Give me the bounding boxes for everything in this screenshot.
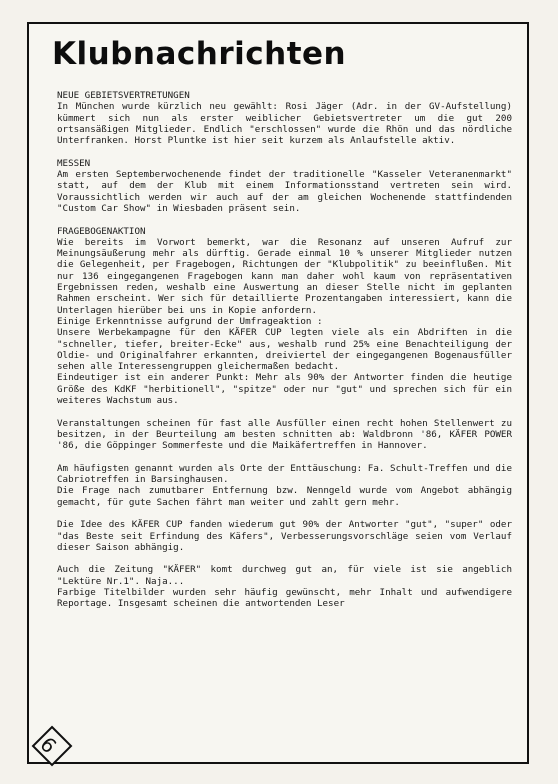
paragraph: Auch die Zeitung "KÄFER" komt durchweg gut an, für viele ist sie angeblich "Lektüre Nr.1". Naja... — [57, 564, 512, 587]
paragraph: Farbige Titelbilder wurden sehr häufig gewünscht, mehr Inhalt und aufwendigere Reportage. Insgesamt scheinen die antwortenden Leser — [57, 587, 512, 610]
section-heading: MESSEN — [57, 157, 91, 169]
section-kaefer-cup — [57, 519, 512, 553]
paragraph: Eindeutiger ist ein anderer Punkt: Mehr als 90% der Antworter finden die heutige Größe des KdKF "herbitionell", "spitze" oder nur "gut" und sprechen sich für ein weiteres Wachstum aus. — [57, 372, 512, 407]
paragraph: In München wurde kürzlich neu gewählt: Rosi Jäger (Adr. in der GV-Aufstellung) kümmert sich nun als erster weiblicher Gebietsvertreter um die gut 200 ortsansäßigen Mitglieder. Endlich "erschlossen" wurde die Rhön und das nördliche Unterfranken. Horst Pluntke ist hier seit kurzem als Anlaufstelle aktiv. — [57, 101, 512, 147]
section-zeitung — [57, 564, 512, 609]
page-number-badge — [30, 724, 74, 768]
section-fragebogenaktion — [57, 226, 512, 407]
paragraph: Am ersten Septemberwochenende findet der traditionelle "Kasseler Veteranenmarkt" statt, auf dem der Klub mit einem Informationsstand vertreten sein wird. Voraussichtlich werden wir auch auf der am gleichen Wochenende stattfindenden "Custom Car Show" in Wiesbaden präsent sein. — [57, 169, 512, 214]
article-body — [57, 90, 512, 610]
page-number: 6 — [35, 732, 62, 758]
section-gebietsvertretungen — [57, 90, 512, 146]
paragraph: Die Frage nach zumutbarer Entfernung bzw. Nenngeld wurde vom Angebot abhängig gemacht, für gute Sachen fährt man weiter und zahlt gern mehr. — [57, 485, 512, 508]
paragraph: Am häufigsten genannt wurden als Orte der Enttäuschung: Fa. Schult-Treffen und die Cabriotreffen in Barsinghausen. — [57, 462, 512, 486]
paragraph: Veranstaltungen scheinen für fast alle Ausfüller einen recht hohen Stellenwert zu besitzen, in der Beurteilung am besten schnitten ab: Waldbronn '86, KÄFER POWER '86, die Göppinger Sommerfeste und die Maikäfertreffen in Hannover. — [57, 417, 512, 452]
section-veranstaltungen — [57, 418, 512, 452]
section-messen — [57, 158, 512, 214]
section-heading: NEUE GEBIETSVERTRETUNGEN — [57, 90, 190, 101]
section-heading: FRAGEBOGENAKTION — [57, 225, 146, 237]
paragraph: Unsere Werbekampagne für den KÄFER CUP legten viele als ein Abdriften in die "schneller, tiefer, breiter-Ecke" aus, weshalb rund 25% eine Benachteiligung der Oldie- und Originalfahrer erkannten, dreiviertel der eingegangenen Bogenausfüller sehen alle Interessengruppen gleichermaßen bedacht. — [57, 327, 512, 373]
paragraph: Die Idee des KÄFER CUP fanden wiederum gut 90% der Antworter "gut", "super" oder "das Beste seit Erfindung des Käfers", Verbesserungsvorschläge seien vom Verlauf dieser Saison abhängig. — [57, 519, 512, 553]
section-enttaeuschung — [57, 463, 512, 508]
page-title: Klubnachrichten — [52, 36, 347, 72]
paragraph: Wie bereits im Vorwort bemerkt, war die Resonanz auf unseren Aufruf zur Meinungsäußerung mehr als dürftig. Gerade einmal 10 % unserer Mitglieder nutzen die Gelegenheit, per Fragebogen, Richtungen der "Klubpolitik" zu beeinflußen. Mit nur 136 eingegangenen Fragebogen kann man daher wohl kaum von repräsentativen Ergebnissen reden, weshalb eine Auswertung an dieser Stelle nicht im geplanten Rahmen erscheint. Wer sich für detaillierte Prozentangaben interessiert, kann die Unterlagen hierüber bei uns in Kopie anfordern. — [57, 236, 512, 316]
paragraph: Einige Erkenntnisse aufgrund der Umfrageaktion : — [57, 315, 323, 327]
